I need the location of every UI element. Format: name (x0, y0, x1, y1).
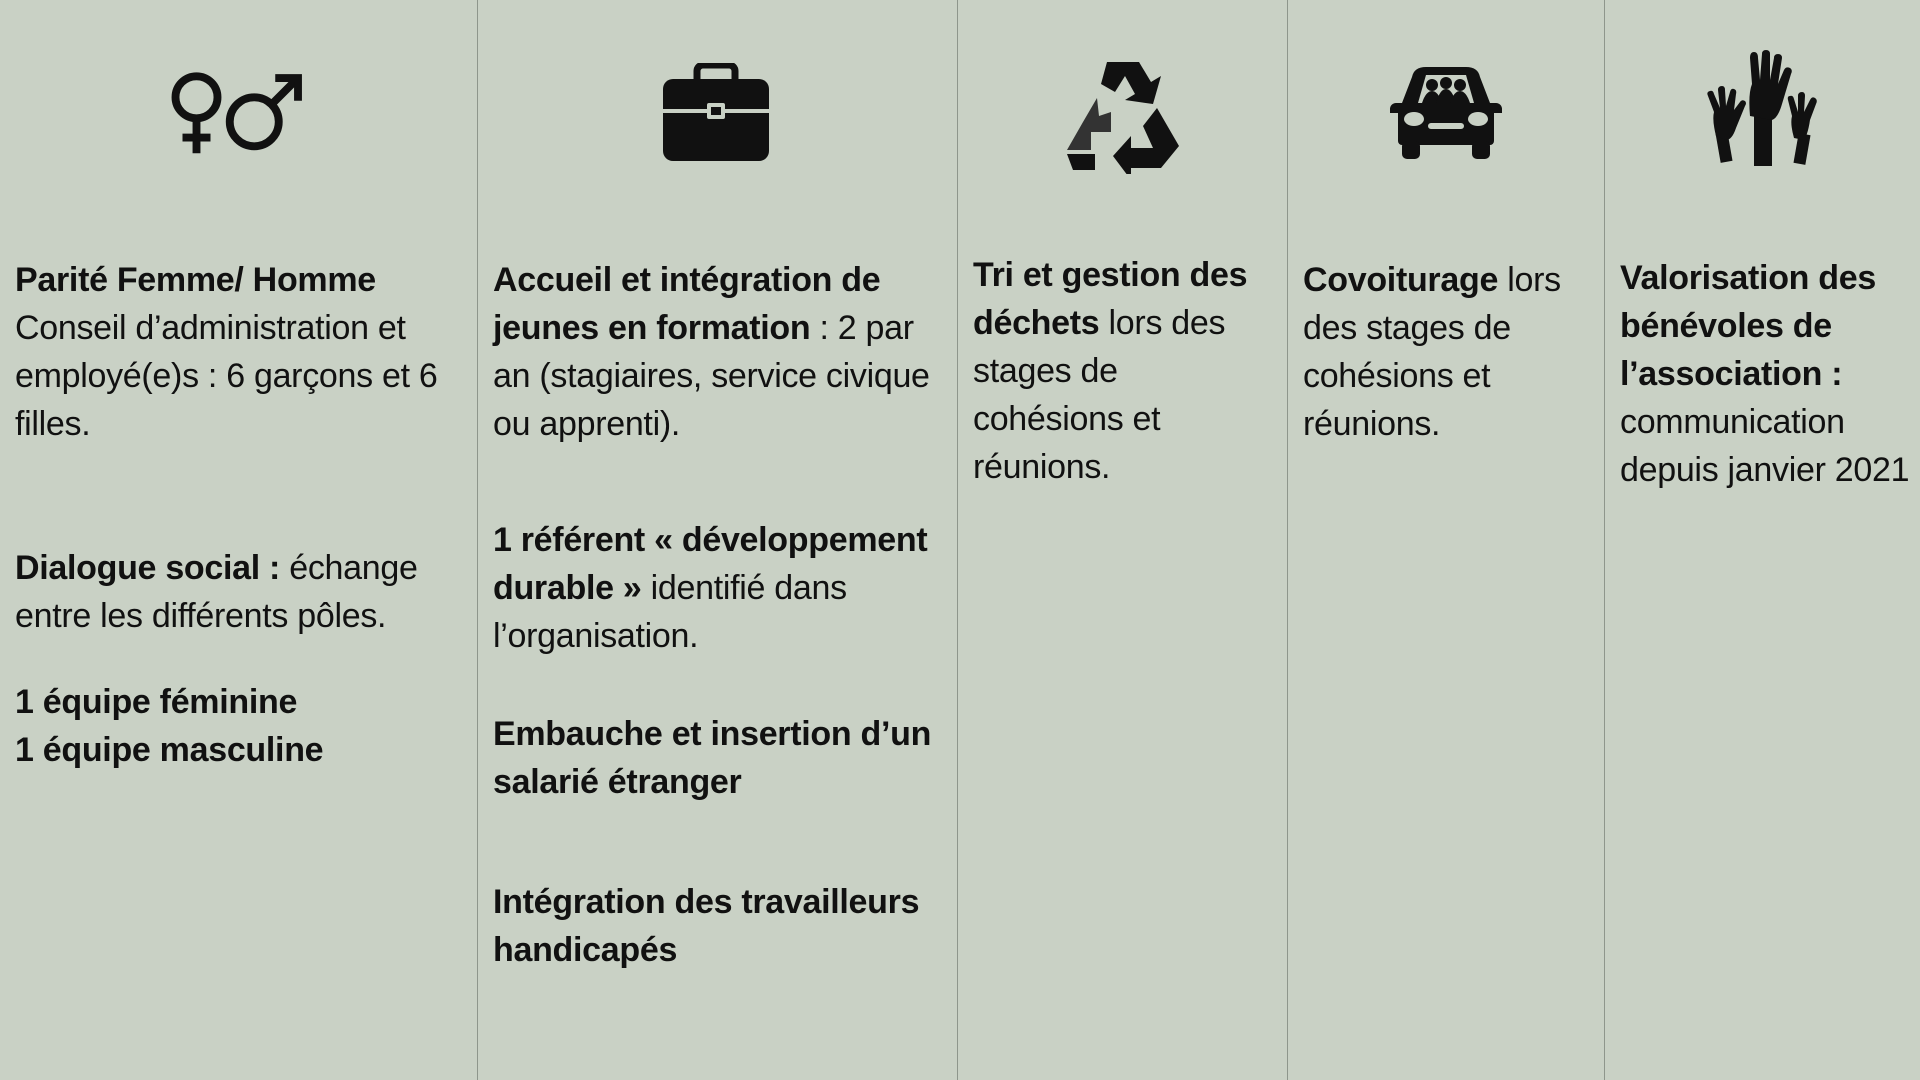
carpool-car-icon (1376, 48, 1516, 178)
column-tri (958, 0, 1288, 1080)
valorisation-title: Valorisation des bénévoles de l’association : (1620, 259, 1876, 393)
equipes-block (15, 678, 467, 774)
column-parite (0, 0, 478, 1080)
gender-symbols-icon (165, 48, 305, 178)
covoiturage-title: Covoiturage (1303, 261, 1499, 299)
parite-block (15, 256, 467, 448)
referent-text: identifié dans l’organisation. (493, 569, 847, 655)
referent-title: 1 référent « développement durable » (493, 521, 928, 607)
tri-title: Tri et gestion des déchets (973, 256, 1248, 342)
parite-text: Conseil d’administration et employé(e)s : 6 garçons et 6 filles. (15, 309, 438, 443)
equipe-feminine: 1 équipe féminine (15, 683, 298, 721)
covoiturage-text: lors des stages de cohésions et réunions. (1303, 261, 1561, 443)
embauche-title: Embauche et insertion d’un salarié étranger (493, 715, 932, 801)
equipe-masculine: 1 équipe masculine (15, 731, 324, 769)
tri-block (973, 251, 1277, 491)
column-1-text (15, 256, 467, 774)
column-3-text (973, 251, 1277, 491)
column-covoiturage (1288, 0, 1605, 1080)
briefcase-icon (646, 48, 786, 178)
parite-title: Parité Femme/ Homme (15, 261, 376, 299)
valorisation-block (1620, 254, 1910, 494)
integration-title: Intégration des travailleurs handicapés (493, 883, 920, 969)
recycle-icon (1053, 50, 1193, 180)
dialogue-title: Dialogue social : (15, 549, 281, 587)
valorisation-text: communication depuis janvier 2021 (1620, 403, 1910, 489)
column-valorisation (1605, 0, 1920, 1080)
accueil-block (493, 256, 947, 448)
column-5-text (1620, 254, 1910, 494)
column-accueil (478, 0, 958, 1080)
column-2-text (493, 256, 947, 974)
dialogue-block (15, 544, 467, 640)
dialogue-text: échange entre les différents pôles. (15, 549, 418, 635)
accueil-title: Accueil et intégration de jeunes en formation (493, 261, 881, 347)
referent-block (493, 516, 947, 660)
integration-block (493, 878, 947, 974)
tri-text: lors des stages de cohésions et réunions. (973, 304, 1226, 486)
accueil-text: : 2 par an (stagiaires, service civique ou apprenti). (493, 309, 930, 443)
embauche-block (493, 710, 947, 806)
column-4-text (1303, 256, 1594, 448)
covoiturage-block (1303, 256, 1594, 448)
raised-hands-icon (1692, 44, 1832, 174)
